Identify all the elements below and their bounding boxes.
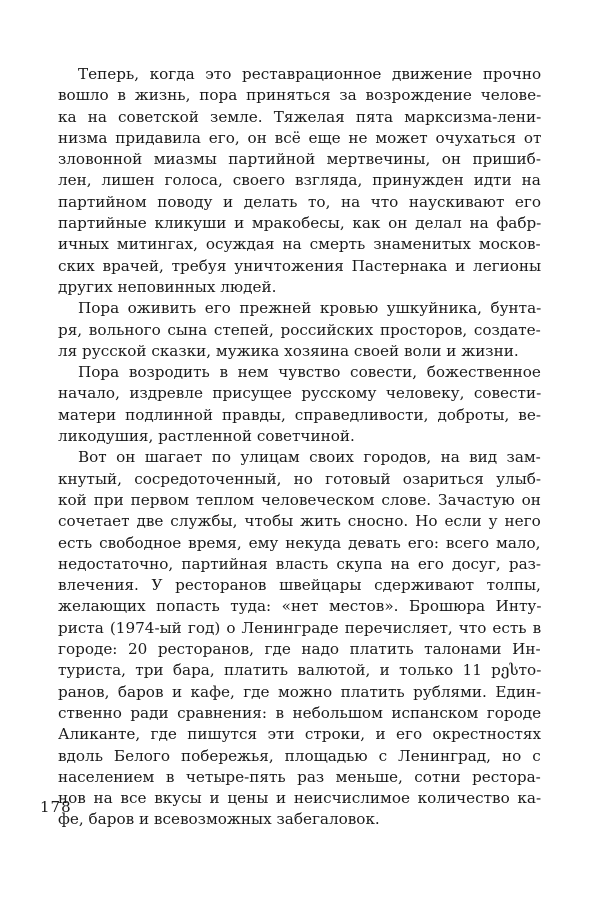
- text-line: ря, вольного сына степей, российских просторов, создате-: [58, 320, 541, 339]
- text-line: лен, лишен голоса, своего взгляда, принужден идти на: [58, 171, 541, 190]
- text-line: Теперь, когда это реставрационное движение прочно: [78, 65, 542, 83]
- text-line: населением в четыре-пять раз меньше, сотни рестора-: [58, 767, 541, 786]
- text-line: вошло в жизнь, пора приняться за возрождение челове-: [58, 86, 542, 105]
- text-line: низма придавила его, он всё еще не может очухаться от: [58, 128, 542, 147]
- text-line: ля русской сказки, мужика хозяина своей воли и жизни.: [58, 341, 519, 360]
- text-line: желающих попасть туда: «нет местов». Брошюра Инту-: [58, 597, 542, 616]
- text-line: городе: 20 ресторанов, где надо платить талонами Ин-: [58, 640, 541, 659]
- page-number: 178: [40, 798, 72, 816]
- text-line: риста (1974-ый год) о Ленинграде перечисляет, что есть в: [58, 618, 542, 637]
- text-line: других неповинных людей.: [58, 277, 277, 296]
- text-line: ских врачей, требуя уничтожения Пастернака и легионы: [58, 256, 542, 275]
- text-line: Пора оживить его прежней кровью ушкуйника, бунта-: [78, 299, 542, 318]
- paragraph-3: [58, 362, 541, 447]
- paragraph-1: [58, 64, 541, 298]
- paragraph-4: [58, 447, 541, 830]
- text-line: партийном поводу и делать то, на что наускивают его: [58, 192, 542, 211]
- text-line: начало, издревле присущее русскому человеку, совести-: [58, 384, 542, 403]
- text-line: есть свободное время, ему некуда девать его: всего мало,: [58, 533, 541, 552]
- text-line: недостаточно, партийная власть скупа на его досуг, раз-: [58, 554, 542, 573]
- text-line: Вот он шагает по улицам своих городов, на вид зам-: [78, 448, 541, 467]
- text-line: кой при первом теплом человеческом слове. Зачастую он: [58, 490, 541, 509]
- text-line: кнутый, сосредоточенный, но готовый озариться улыб-: [58, 469, 542, 488]
- text-line: ственно ради сравнения: в небольшом испанском городе: [58, 703, 542, 722]
- text-line: вдоль Белого побережья, площадью с Ленинград, но с: [58, 746, 541, 765]
- text-line: ичных митингах, осуждая на смерть знаменитых москов-: [58, 235, 541, 254]
- text-line: ка на советской земле. Тяжелая пята марксизма-лени-: [58, 107, 542, 126]
- text-line: сочетает две службы, чтобы жить сносно. Но если у него: [58, 512, 541, 531]
- text-line: фе, баров и всевозможных забегаловок.: [58, 810, 380, 829]
- body-text: [58, 64, 541, 831]
- text-line: зловонной миазмы партийной мертвечины, он пришиб-: [58, 150, 541, 169]
- text-line: туриста, три бара, платить валютой, и только 11 рესто-: [58, 661, 542, 680]
- text-line: влечения. У ресторанов швейцары сдерживают толпы,: [58, 576, 541, 595]
- text-line: нов на все вкусы и цены и неисчислимое количество ка-: [58, 789, 542, 808]
- text-line: ранов, баров и кафе, где можно платить рублями. Един-: [58, 682, 542, 701]
- paragraph-2: [58, 298, 541, 362]
- text-line: Аликанте, где пишутся эти строки, и его окрестностях: [58, 725, 542, 744]
- text-line: Пора возродить в нем чувство совести, божественное: [78, 363, 541, 382]
- text-line: матери подлинной правды, справедливости, доброты, ве-: [58, 405, 541, 424]
- text-line: партийные кликуши и мракобесы, как он делал на фабр-: [58, 214, 542, 233]
- text-line: ликодушия, растленной советчиной.: [58, 427, 355, 446]
